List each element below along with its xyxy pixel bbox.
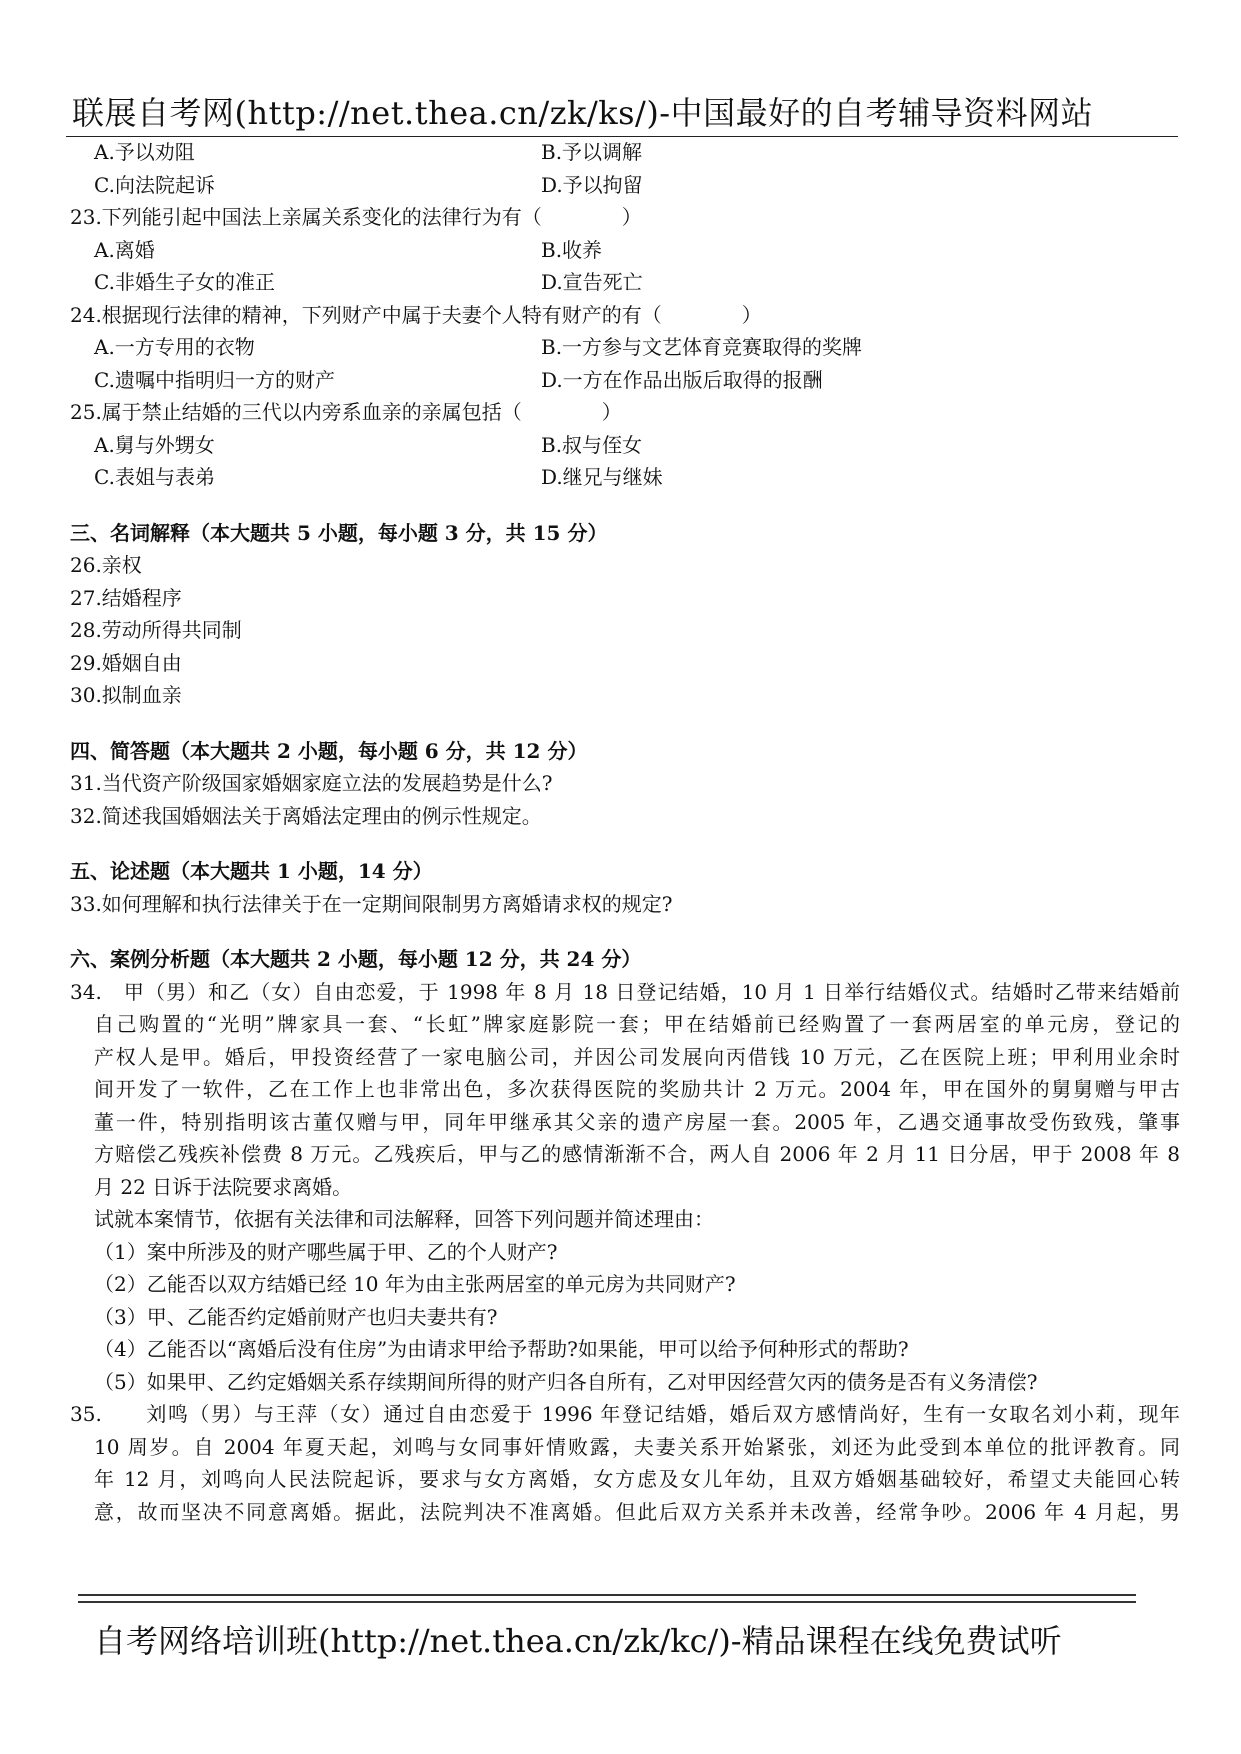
- q35-line: 意，故而坚决不同意离婚。据此，法院判决不准离婚。但此后双方关系并未改善，经常争吵。2006 年 4 月起，男: [94, 1499, 1180, 1524]
- q32: 32.简述我国婚姻法关于离婚法定理由的例示性规定。: [70, 803, 542, 828]
- q34-line: 月 22 日诉于法院要求离婚。: [94, 1174, 353, 1199]
- q35-line: 年 12 月，刘鸣向人民法院起诉，要求与女方离婚，女方虑及女儿年幼，且双方婚姻基础较好，希望丈夫能回心转: [94, 1467, 1180, 1491]
- q27: 27.结婚程序: [70, 585, 182, 610]
- q34-subquestion-1: （1）案中所涉及的财产哪些属于甲、乙的个人财产?: [94, 1239, 558, 1264]
- q22-options-row1: [70, 136, 1180, 169]
- q23-option-a: A.离婚: [94, 237, 155, 262]
- q34-line: 间开发了一软件，乙在工作上也非常出色，多次获得医院的奖励共计 2 万元。2004 年，甲在国外的舅舅赠与甲古: [94, 1077, 1180, 1101]
- q25-option-c: C.表姐与表弟: [94, 465, 215, 489]
- q23-option-d: D.宣告死亡: [541, 270, 643, 294]
- exam-content: [70, 136, 1180, 1528]
- q24-option-a: A.一方专用的衣物: [94, 335, 255, 359]
- q25-stem: 25.属于禁止结婚的三代以内旁系血亲的亲属包括（ ）: [70, 400, 622, 424]
- q33: 33.如何理解和执行法律关于在一定期间限制男方离婚请求权的规定?: [70, 891, 673, 916]
- q34-subquestion-4: （4）乙能否以“离婚后没有住房”为由请求甲给予帮助?如果能，甲可以给予何种形式的帮助?: [94, 1337, 909, 1361]
- q25-options-row1: [70, 429, 1180, 462]
- q23-options-row1: [70, 234, 1180, 267]
- q34-line: 董一件，特别指明该古董仅赠与甲，同年甲继承其父亲的遗产房屋一套。2005 年，乙遇交通事故受伤致残，肇事: [94, 1109, 1180, 1134]
- q22-option-a: A.予以劝阻: [94, 140, 195, 164]
- q25-options-row2: [70, 461, 1180, 494]
- q34-line: 34. 甲（男）和乙（女）自由恋爱，于 1998 年 8 月 18 日登记结婚，10 月 1 日举行结婚仪式。结婚时乙带来结婚前: [70, 979, 1180, 1004]
- section3-title: 三、名词解释（本大题共 5 小题，每小题 3 分，共 15 分）: [70, 520, 608, 545]
- section4-title: 四、简答题（本大题共 2 小题，每小题 6 分，共 12 分）: [70, 738, 588, 763]
- q26: 26.亲权: [70, 553, 142, 577]
- q34-body: [70, 976, 1180, 1399]
- q22-option-d: D.予以拘留: [541, 172, 643, 197]
- q30: 30.拟制血亲: [70, 683, 182, 707]
- q24-option-d: D.一方在作品出版后取得的报酬: [541, 367, 823, 392]
- footer-divider: [78, 1594, 1136, 1603]
- q35-line: 10 周岁。自 2004 年夏天起，刘鸣与女同事奸情败露，夫妻关系开始紧张，刘还为此受到本单位的批评教育。同: [94, 1434, 1180, 1459]
- q34-subquestion-2: （2）乙能否以双方结婚已经 10 年为由主张两居室的单元房为共同财产?: [94, 1272, 736, 1296]
- q28: 28.劳动所得共同制: [70, 618, 242, 642]
- q22-option-c: C.向法院起诉: [94, 172, 215, 197]
- q34-subquestion-3: （3）甲、乙能否约定婚前财产也归夫妻共有?: [94, 1304, 498, 1329]
- q24-option-c: C.遗嘱中指明归一方的财产: [94, 367, 335, 392]
- q22-option-b: B.予以调解: [541, 140, 643, 164]
- q29: 29.婚姻自由: [70, 650, 182, 675]
- page-header: 联展自考网(http://net.thea.cn/zk/ks/)-中国最好的自考辅导资料网站: [72, 94, 1094, 132]
- page-footer: 自考网络培训班(http://net.thea.cn/zk/kc/)-精品课程在线免费试听: [94, 1622, 1062, 1660]
- q34-line: 产权人是甲。婚后，甲投资经营了一家电脑公司，并因公司发展向丙借钱 10 万元，乙在医院上班；甲利用业余时: [94, 1044, 1180, 1069]
- q23-option-c: C.非婚生子女的准正: [94, 270, 275, 294]
- section5-title: 五、论述题（本大题共 1 小题，14 分）: [70, 859, 433, 883]
- q22-options-row2: [70, 169, 1180, 202]
- q24-option-b: B.一方参与文艺体育竞赛取得的奖牌: [541, 335, 863, 359]
- q23-option-b: B.收养: [541, 237, 603, 262]
- q34-subquestion-5: （5）如果甲、乙约定婚姻关系存续期间所得的财产归各自所有，乙对甲因经营欠丙的债务是否有义务清偿?: [94, 1369, 1038, 1394]
- q24-options-row1: [70, 331, 1180, 364]
- q35-line: 35. 刘鸣（男）与王萍（女）通过自由恋爱于 1996 年登记结婚，婚后双方感情尚好，生有一女取名刘小莉，现年: [70, 1402, 1180, 1426]
- section6-title: 六、案例分析题（本大题共 2 小题，每小题 12 分，共 24 分）: [70, 947, 642, 971]
- q31: 31.当代资产阶级国家婚姻家庭立法的发展趋势是什么?: [70, 771, 553, 795]
- q34-line: 自己购置的“光明”牌家具一套、“长虹”牌家庭影院一套；甲在结婚前已经购置了一套两居室的单元房，登记的: [94, 1012, 1180, 1036]
- q25-option-a: A.舅与外甥女: [94, 432, 215, 457]
- q25-option-b: B.叔与侄女: [541, 432, 643, 457]
- q24-options-row2: [70, 364, 1180, 397]
- q34-prompt: 试就本案情节，依据有关法律和司法解释，回答下列问题并简述理由：: [94, 1207, 714, 1231]
- q24-stem: 24.根据现行法律的精神，下列财产中属于夫妻个人特有财产的有（ ）: [70, 302, 762, 327]
- q23-options-row2: [70, 266, 1180, 299]
- q23-stem: 23.下列能引起中国法上亲属关系变化的法律行为有（ ）: [70, 205, 642, 229]
- q35-body: [70, 1398, 1180, 1528]
- q34-line: 方赔偿乙残疾补偿费 8 万元。乙残疾后，甲与乙的感情渐渐不合，两人自 2006 年 2 月 11 日分居，甲于 2008 年 8: [94, 1142, 1180, 1166]
- q25-option-d: D.继兄与继妹: [541, 465, 663, 489]
